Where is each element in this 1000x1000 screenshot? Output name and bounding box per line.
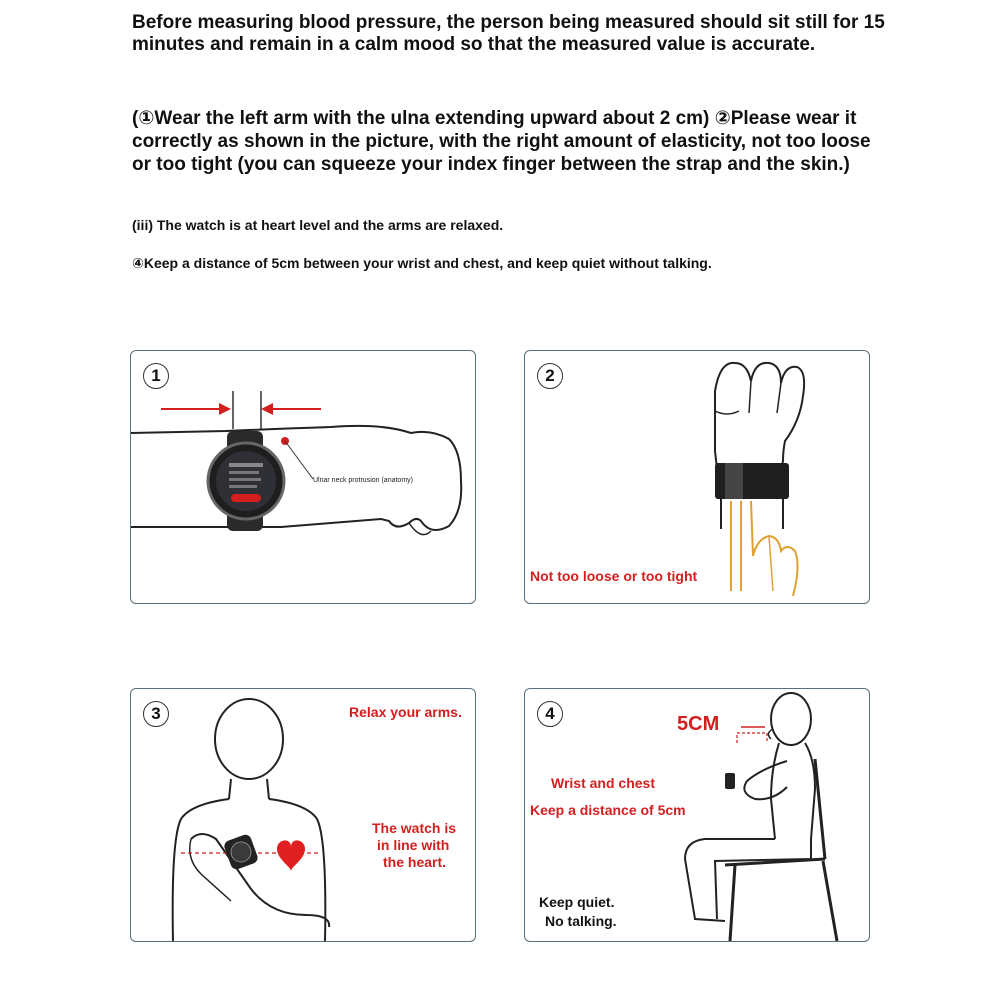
keep-distance-label: Keep a distance of 5cm xyxy=(530,802,686,818)
panel-1-wrist-position xyxy=(130,350,476,604)
step-4-text: ④Keep a distance of 5cm between your wrist and chest, and keep quiet without talking. xyxy=(132,255,712,271)
arm-watch-illustration xyxy=(131,351,475,603)
heart-label-line-1: The watch is xyxy=(372,820,457,836)
step-number-badge: 1 xyxy=(143,363,169,389)
step-number-badge: 2 xyxy=(537,363,563,389)
heart-label-line-2: in line with xyxy=(377,837,450,853)
step-number-badge: 3 xyxy=(143,701,169,727)
hand-strap-illustration xyxy=(525,351,869,603)
panel-3-heart-level xyxy=(130,688,476,942)
quiet-label-line-2: No talking. xyxy=(545,913,617,929)
step-1-2-text: (①Wear the left arm with the ulna extending upward about 2 cm) ②Please wear it correctly as shown in the picture, with the right amount of elasticity, not too loose or too tight (you can squeeze your index finger between the strap and the skin.) xyxy=(132,108,871,175)
torso-heart-illustration xyxy=(131,689,475,941)
distance-label: 5CM xyxy=(677,713,720,735)
intro-text: Before measuring blood pressure, the person being measured should sit still for 15 minutes and remain in a calm mood so that the measured value is accurate. xyxy=(132,12,885,55)
fit-label: Not too loose or too tight xyxy=(530,568,698,584)
step-3-text: (iii) The watch is at heart level and the arms are relaxed. xyxy=(132,217,504,233)
relax-label: Relax your arms. xyxy=(349,704,462,720)
quiet-label-line-1: Keep quiet. xyxy=(539,894,615,910)
anatomy-label: Ulnar neck protrusion (anatomy) xyxy=(313,477,413,484)
panel-2-strap-fit xyxy=(524,350,870,604)
heart-label-line-3: the heart. xyxy=(383,854,447,870)
step-number-badge: 4 xyxy=(537,701,563,727)
panel-4-distance xyxy=(524,688,870,942)
wrist-chest-label: Wrist and chest xyxy=(551,775,655,791)
